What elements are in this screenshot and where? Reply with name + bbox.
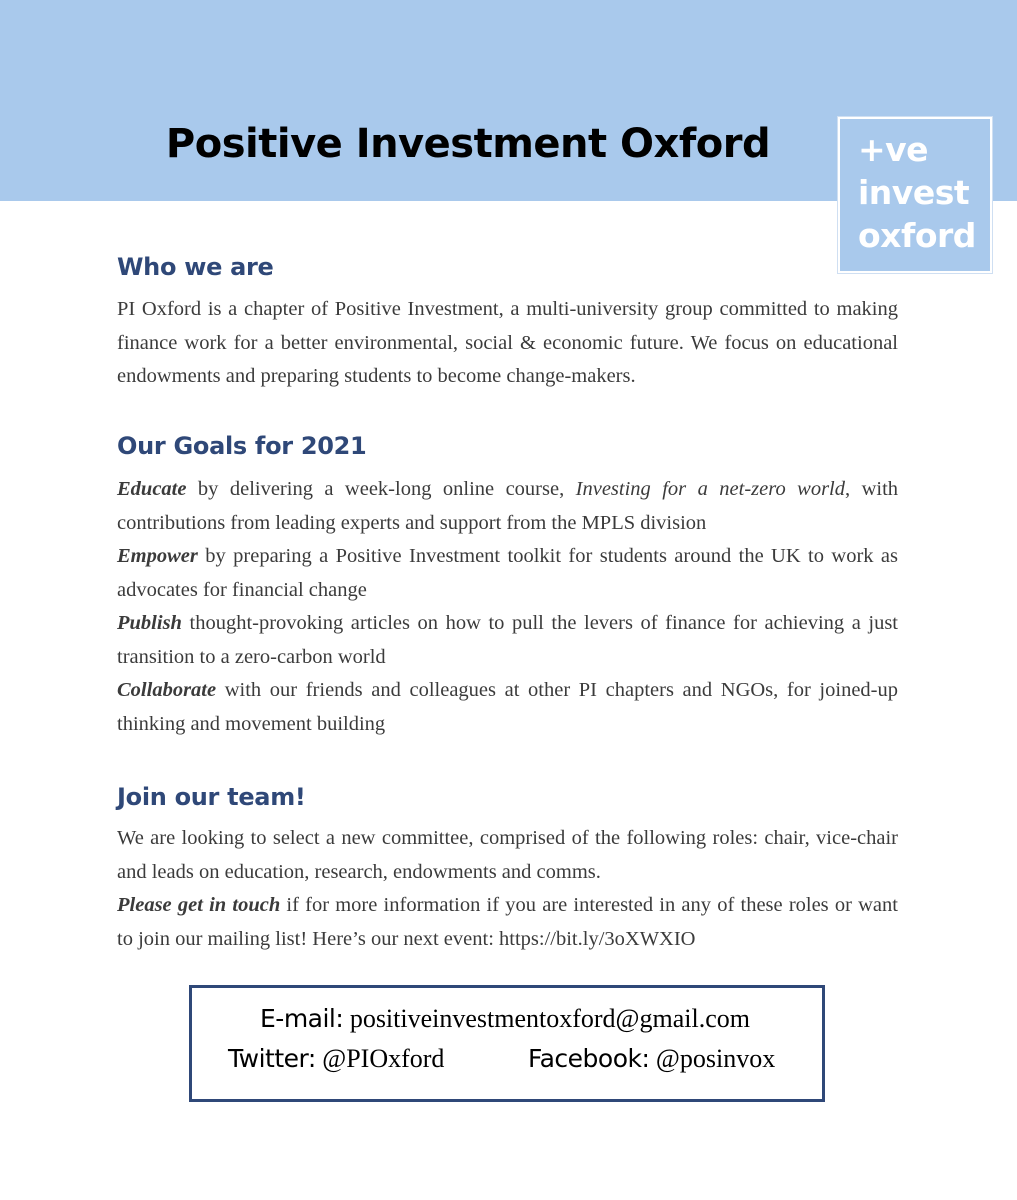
facebook-row: [528, 1041, 775, 1077]
goals-heading: Our Goals for 2021: [117, 432, 367, 460]
goal-collaborate-lead: Collaborate: [117, 679, 217, 701]
brand-logo: [838, 117, 992, 273]
join-text: We are looking to select a new committee, comprised of the following roles: chair, vice-chair and leads on education, research, endowments and comms.: [117, 827, 898, 883]
join-cta-lead: Please get in touch: [117, 894, 281, 916]
course-title: Investing for a net-zero world: [575, 478, 845, 500]
goal-collaborate: [117, 674, 898, 741]
goal-publish-lead: Publish: [117, 612, 182, 634]
goal-empower-text: by preparing a Positive Investment toolkit for students around the UK to work as advocates for financial change: [117, 545, 898, 601]
contact-box: [189, 985, 825, 1102]
goal-educate: [117, 473, 898, 540]
goal-publish: [117, 607, 898, 674]
twitter-label: Twitter:: [228, 1044, 316, 1073]
who-we-are-text: PI Oxford is a chapter of Positive Investment, a multi-university group committed to making finance work for a better environmental, social & economic future. We focus on educational endowments and preparing students to become change-makers.: [117, 298, 898, 387]
logo-line-2: invest: [858, 173, 970, 212]
goal-empower: [117, 540, 898, 607]
goal-publish-text: thought-provoking articles on how to pull the levers of finance for achieving a just transition to a zero-carbon world: [117, 612, 898, 668]
email-row: [260, 1001, 750, 1037]
goal-collaborate-text: with our friends and colleagues at other PI chapters and NGOs, for joined-up thinking and movement building: [117, 679, 898, 735]
logo-line-3: oxford: [858, 216, 976, 255]
facebook-handle[interactable]: @posinvox: [655, 1044, 776, 1073]
join-heading: Join our team!: [117, 783, 306, 811]
email-link[interactable]: positiveinvestmentoxford@gmail.com: [349, 1004, 750, 1033]
join-cta: [117, 889, 898, 956]
goal-educate-lead: Educate: [117, 478, 187, 500]
goal-educate-text-after: , with contributions from leading experts and support from the MPLS division: [117, 478, 899, 534]
page-title: Positive Investment Oxford: [165, 121, 771, 167]
who-we-are-heading: Who we are: [117, 253, 274, 281]
logo-line-1: +ve: [858, 130, 929, 169]
goal-empower-lead: Empower: [117, 545, 198, 567]
twitter-handle[interactable]: @PIOxford: [322, 1044, 445, 1073]
join-cta-text: if for more information if you are interested in any of these roles or want to join our mailing list! Here’s our next event: https://bit.ly/3oXWXIO: [117, 894, 898, 950]
goal-educate-text-before: by delivering a week-long online course,: [186, 478, 576, 500]
twitter-row: [228, 1041, 444, 1077]
facebook-label: Facebook:: [528, 1044, 650, 1073]
email-label: E-mail:: [260, 1004, 344, 1033]
